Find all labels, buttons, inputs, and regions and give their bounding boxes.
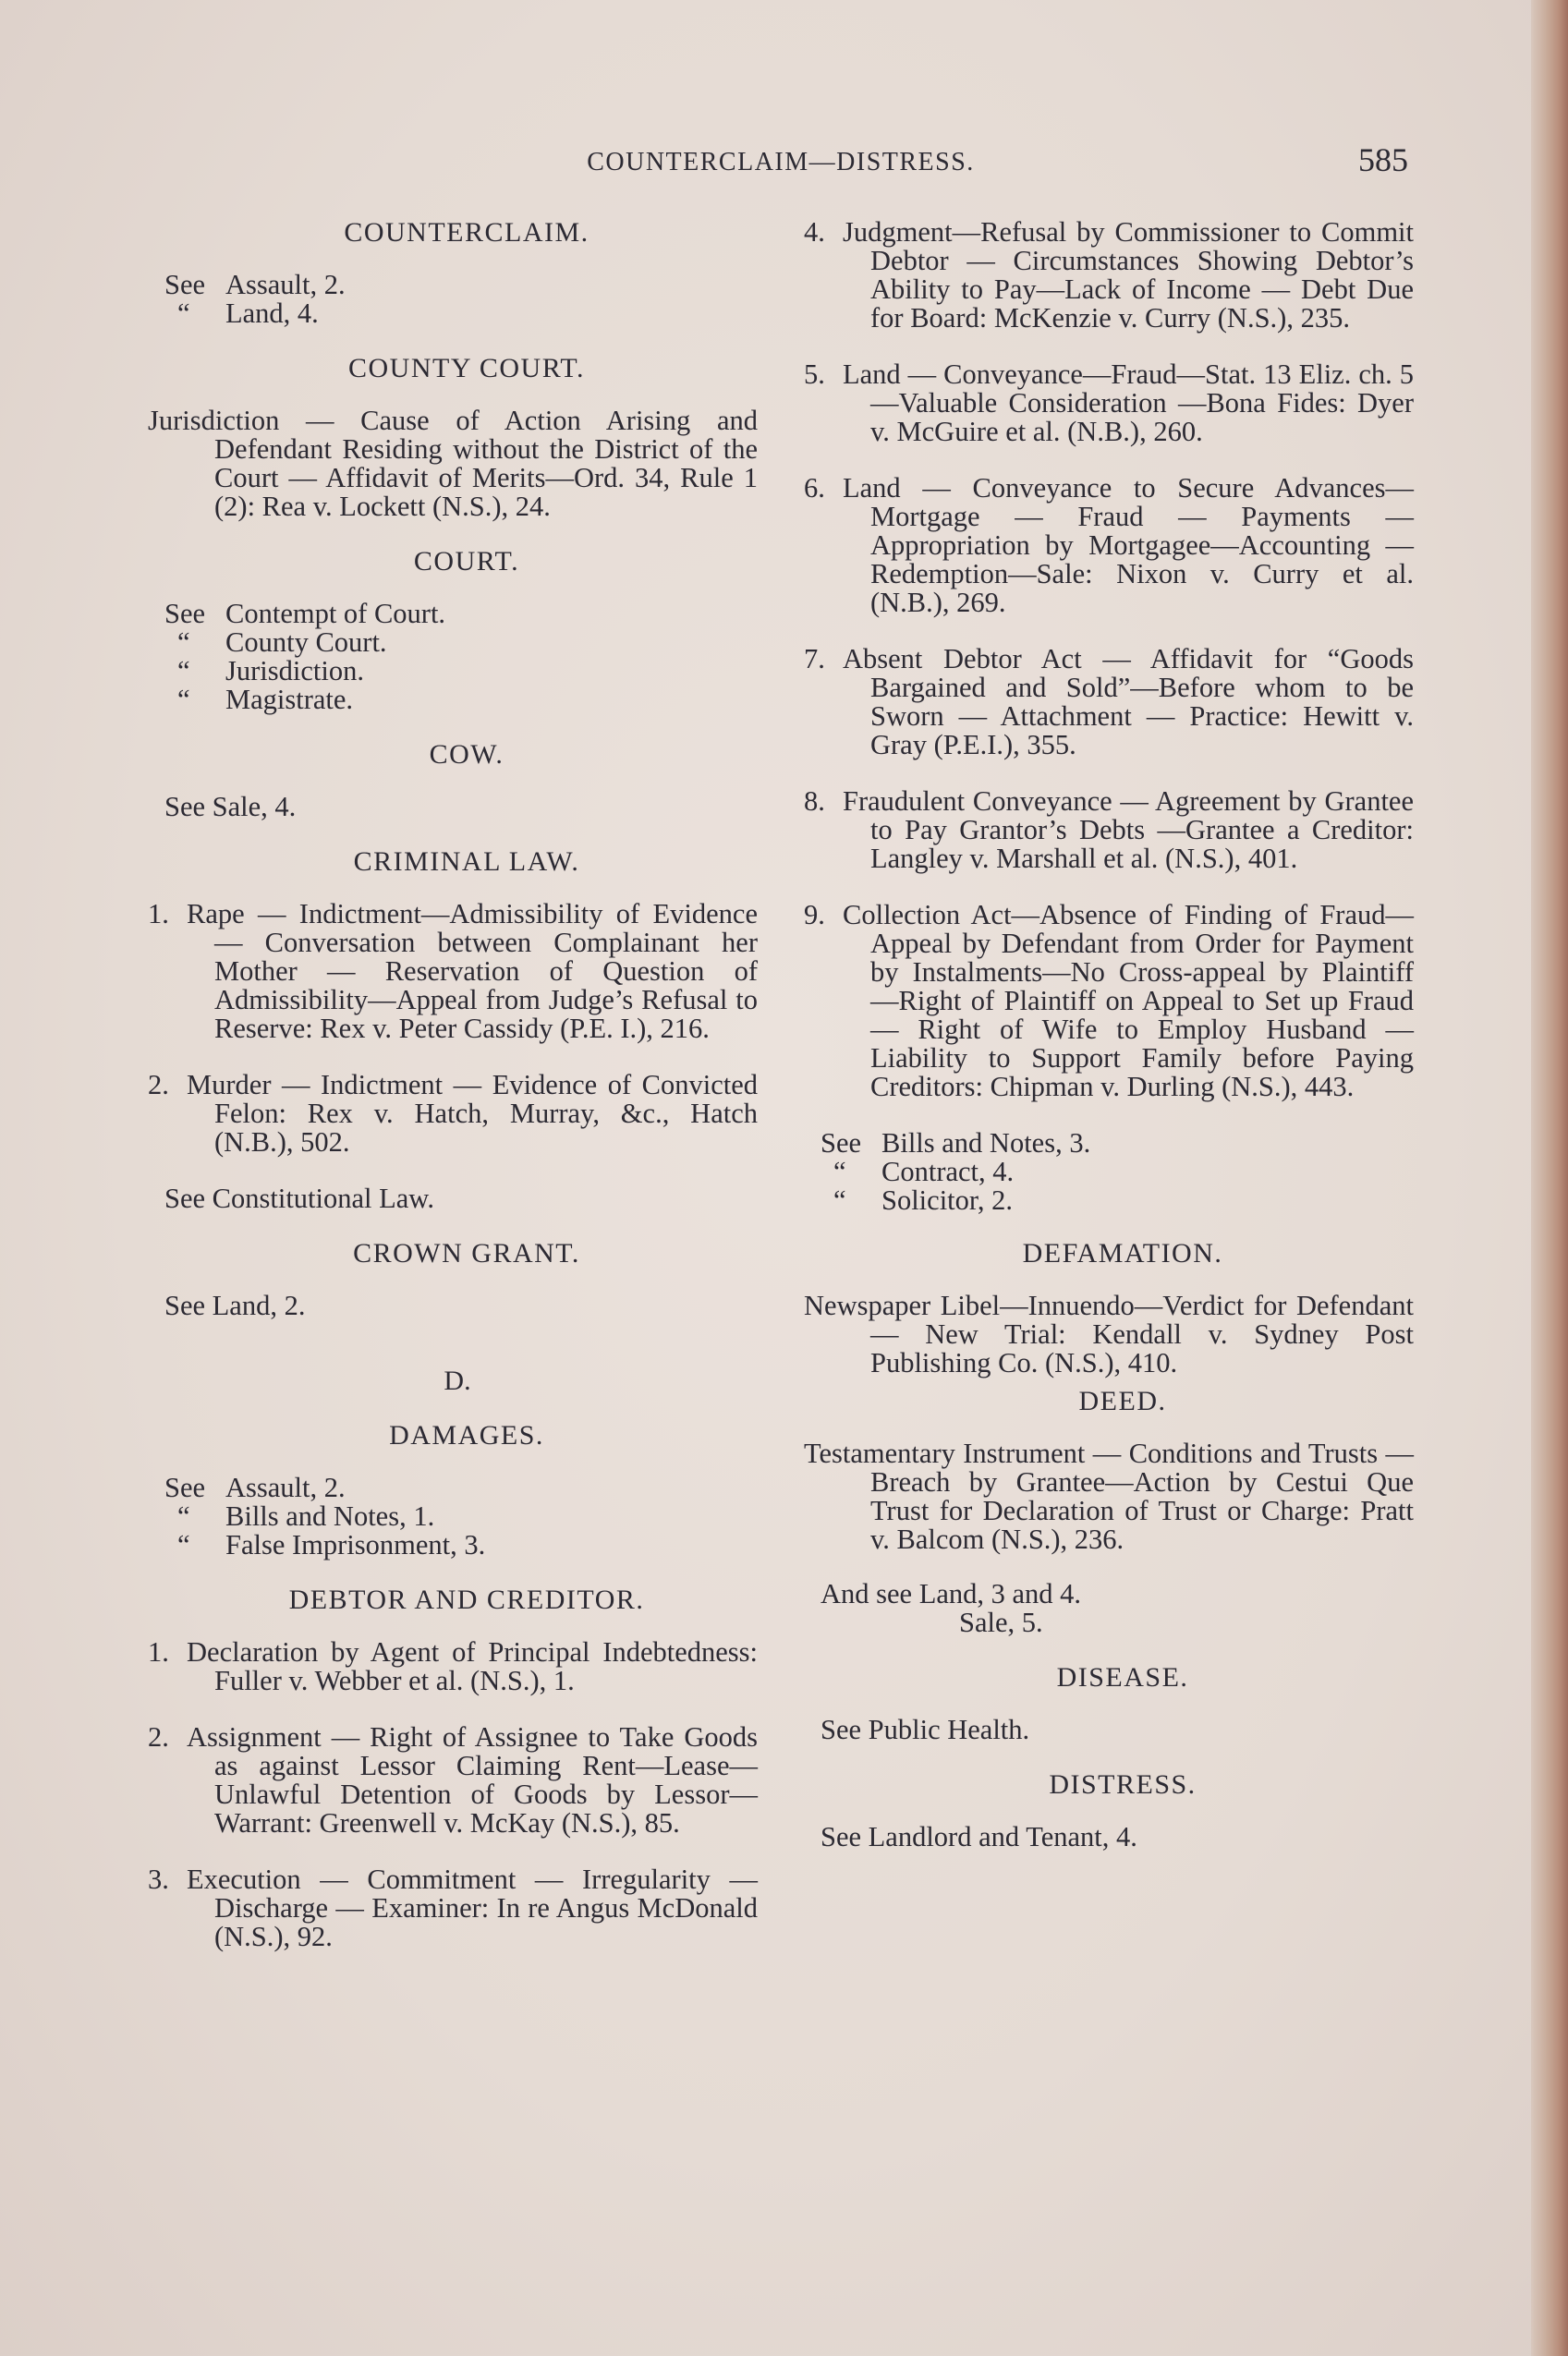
ditto-mark: “ bbox=[177, 1500, 190, 1532]
see-line bbox=[164, 1531, 758, 1560]
entry-number: 1. bbox=[148, 898, 169, 929]
see-line bbox=[164, 628, 758, 657]
see-prefix: See bbox=[164, 598, 206, 629]
section-letter: D. bbox=[444, 1366, 471, 1396]
list-item bbox=[148, 900, 758, 1043]
list-item bbox=[804, 645, 1414, 759]
book-spine bbox=[1531, 0, 1568, 2356]
ditto-mark: “ bbox=[177, 1529, 190, 1561]
entry-text: Murder — Indictment — Evidence of Convicted Felon: Rex v. Hatch, Murray, &c., Hatch (N.B.), 502. bbox=[187, 1069, 758, 1158]
see-crown-grant: See Land, 2. bbox=[164, 1290, 306, 1321]
see-ref: Bills and Notes, 3. bbox=[881, 1127, 1091, 1159]
entry-number: 9. bbox=[804, 899, 825, 930]
entry-number: 4. bbox=[804, 216, 825, 248]
entry-text: Absent Debtor Act — Affidavit for “Goods Bargained and Sold”—Before whom to be Sworn — Attachment — Practice: Hewitt v. Gray (P.E.I.), 355. bbox=[843, 643, 1414, 760]
see-cow: See Sale, 4. bbox=[164, 791, 297, 822]
see-ref: County Court. bbox=[225, 626, 387, 658]
ditto-mark: “ bbox=[177, 655, 190, 686]
see-line bbox=[820, 1158, 1414, 1186]
list-item bbox=[148, 1638, 758, 1695]
see-line bbox=[164, 686, 758, 714]
heading-cow: COW. bbox=[429, 739, 504, 770]
see-line bbox=[164, 1502, 758, 1531]
entry-text: Judgment—Refusal by Commissioner to Commit Debtor — Circumstances Showing Debtor’s Ability to Pay—Lack of Income — Debt Due for Board: McKenzie v. Curry (N.S.), 235. bbox=[843, 216, 1414, 334]
see-line bbox=[164, 657, 758, 686]
see-distress: See Landlord and Tenant, 4. bbox=[820, 1821, 1137, 1852]
list-item bbox=[804, 787, 1414, 873]
entry-text: Land — Conveyance to Secure Advances—Mortgage — Fraud — Payments — Appropriation by Mortgagee—Accounting — Redemption—Sale: Nixon v. Curry et al. (N.B.), 269. bbox=[843, 472, 1414, 618]
running-title: COUNTERCLAIM—DISTRESS. bbox=[587, 148, 975, 176]
entry-text: Declaration by Agent of Principal Indebtedness: Fuller v. Webber et al. (N.S.), 1. bbox=[187, 1636, 758, 1696]
see-line bbox=[164, 1474, 758, 1502]
heading-disease: DISEASE. bbox=[1056, 1662, 1189, 1693]
heading-criminal-law: CRIMINAL LAW. bbox=[353, 846, 580, 877]
heading-distress: DISTRESS. bbox=[1049, 1769, 1197, 1800]
see-ref: False Imprisonment, 3. bbox=[225, 1529, 486, 1561]
ditto-mark: “ bbox=[177, 684, 190, 715]
entry-number: 1. bbox=[148, 1636, 169, 1668]
and-see-sub: Sale, 5. bbox=[959, 1607, 1043, 1638]
see-criminal-law: See Constitutional Law. bbox=[164, 1183, 434, 1214]
entry-text: Land — Conveyance—Fraud—Stat. 13 Eliz. ch. 5—Valuable Consideration —Bona Fides: Dyer v. McGuire et al. (N.B.), 260. bbox=[843, 358, 1414, 447]
page-number: 585 bbox=[1358, 141, 1408, 178]
see-ref: Jurisdiction. bbox=[225, 655, 364, 686]
list-item bbox=[148, 1865, 758, 1951]
entry-deed: Testamentary Instrument — Conditions and Trusts — Breach by Grantee—Action by Cestui Que Trust for Declaration of Trust or Charge: Pratt v. Balcom (N.S.), 236. bbox=[804, 1438, 1414, 1555]
entry-defamation: Newspaper Libel—Innuendo—Verdict for Defendant — New Trial: Kendall v. Sydney Post Publishing Co. (N.S.), 410. bbox=[804, 1290, 1414, 1378]
right-column bbox=[804, 218, 1414, 1877]
entry-number: 2. bbox=[148, 1069, 169, 1100]
list-item bbox=[804, 218, 1414, 333]
entry-text: Fraudulent Conveyance — Agreement by Grantee to Pay Grantor’s Debts —Grantee a Creditor: Langley v. Marshall et al. (N.S.), 401. bbox=[843, 785, 1414, 874]
see-list-counterclaim bbox=[164, 271, 758, 328]
heading-court: COURT. bbox=[413, 546, 520, 577]
see-line bbox=[164, 600, 758, 628]
ditto-mark: “ bbox=[833, 1184, 846, 1216]
heading-deed: DEED. bbox=[1078, 1386, 1167, 1416]
see-ref: Solicitor, 2. bbox=[881, 1184, 1013, 1216]
ditto-mark: “ bbox=[177, 626, 190, 658]
see-list-debtor-creditor bbox=[820, 1129, 1414, 1215]
heading-defamation: DEFAMATION. bbox=[1022, 1238, 1223, 1269]
see-ref: Magistrate. bbox=[225, 684, 354, 715]
entry-number: 7. bbox=[804, 643, 825, 674]
heading-crown-grant: CROWN GRANT. bbox=[353, 1238, 580, 1269]
entry-number: 6. bbox=[804, 472, 825, 504]
see-disease: See Public Health. bbox=[820, 1714, 1030, 1745]
see-line bbox=[164, 299, 758, 328]
see-prefix: See bbox=[820, 1127, 862, 1159]
entry-text: Rape — Indictment—Admissibility of Evidence — Conversation between Complainant her Mother — Reservation of Question of Admissibility—Appeal from Judge’s Refusal to Reserve: Rex v. Peter Cassidy (P.E. I.), 216. bbox=[187, 898, 758, 1044]
list-item bbox=[804, 474, 1414, 617]
heading-county-court: COUNTY COURT. bbox=[347, 353, 586, 383]
heading-counterclaim: COUNTERCLAIM. bbox=[344, 217, 590, 248]
entry-text: Execution — Commitment — Irregularity — Discharge — Examiner: In re Angus McDonald (N.S.), 92. bbox=[187, 1864, 758, 1952]
see-ref: Bills and Notes, 1. bbox=[225, 1500, 435, 1532]
see-list-damages bbox=[164, 1474, 758, 1560]
see-ref: Land, 4. bbox=[225, 298, 319, 329]
see-list-court bbox=[164, 600, 758, 714]
and-see-deed bbox=[820, 1580, 1414, 1637]
left-column bbox=[148, 218, 758, 1979]
ditto-mark: “ bbox=[177, 298, 190, 329]
entry-number: 2. bbox=[148, 1721, 169, 1753]
entry-text: Collection Act—Absence of Finding of Fraud—Appeal by Defendant from Order for Payment by Instalments—No Cross-appeal by Plaintiff—Right of Plaintiff on Appeal to Set up Fraud — Right of Wife to Employ Husband — Liability to Support Family before Paying Creditors: Chipman v. Durling (N.S.), 443. bbox=[843, 899, 1414, 1102]
list-item bbox=[804, 360, 1414, 446]
entry-number: 8. bbox=[804, 785, 825, 817]
list-item bbox=[148, 1071, 758, 1157]
entry-number: 5. bbox=[804, 358, 825, 390]
list-item bbox=[804, 901, 1414, 1101]
see-line bbox=[820, 1129, 1414, 1158]
see-prefix: See bbox=[164, 269, 206, 300]
see-prefix: See bbox=[164, 1472, 206, 1503]
see-ref: Contempt of Court. bbox=[225, 598, 446, 629]
ditto-mark: “ bbox=[833, 1156, 846, 1187]
heading-debtor-creditor: DEBTOR AND CREDITOR. bbox=[288, 1585, 645, 1615]
entry-county-court: Jurisdiction — Cause of Action Arising and Defendant Residing without the District of the Court — Affidavit of Merits—Ord. 34, Rule 1 (2): Rea v. Lockett (N.S.), 24. bbox=[148, 405, 758, 522]
and-see-line: And see Land, 3 and 4. bbox=[820, 1578, 1082, 1609]
entry-number: 3. bbox=[148, 1864, 169, 1895]
heading-damages: DAMAGES. bbox=[389, 1420, 544, 1451]
see-ref: Assault, 2. bbox=[225, 1472, 346, 1503]
see-line bbox=[820, 1186, 1414, 1215]
see-line bbox=[164, 271, 758, 299]
list-item bbox=[148, 1723, 758, 1838]
see-ref: Assault, 2. bbox=[225, 269, 346, 300]
entry-text: Assignment — Right of Assignee to Take Goods as against Lessor Claiming Rent—Lease—Unlawful Detention of Goods by Lessor—Warrant: Greenwell v. McKay (N.S.), 85. bbox=[187, 1721, 758, 1839]
see-ref: Contract, 4. bbox=[881, 1156, 1015, 1187]
